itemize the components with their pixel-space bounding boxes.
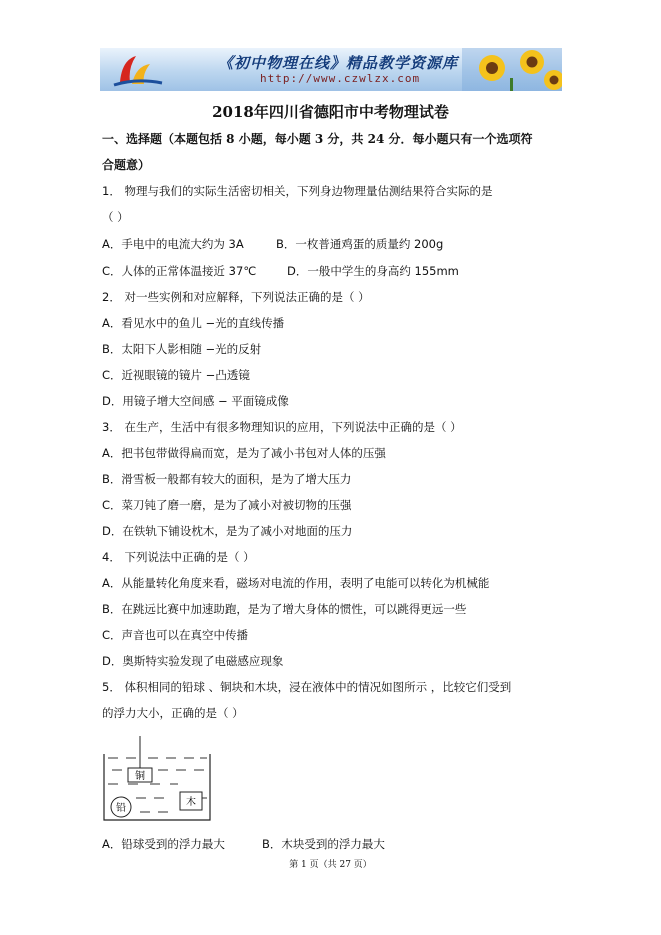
- lead-label: 铅: [116, 803, 126, 814]
- section-heading-line1: 一、选择题（本题包括 8 小题，每小题 3 分，共 24 分．每小题只有一个选项符: [102, 132, 533, 146]
- q3-option-d: D．在铁轨下铺设枕木，是为了减小对地面的压力: [102, 524, 353, 538]
- q5-stem-line2: 的浮力大小，正确的是（ ）: [102, 706, 244, 720]
- q4-option-d: D．奥斯特实验发现了电磁感应现象: [102, 654, 284, 668]
- header-banner: [100, 48, 562, 91]
- q2-option-d: D．用镜子增大空间感 − 平面镜成像: [102, 394, 289, 408]
- page-title: 2018年四川省德阳市中考物理试卷: [212, 103, 449, 121]
- page-footer: 第 1 页（共 27 页）: [289, 860, 372, 870]
- q1-stem-line1: 1． 物理与我们的实际生活密切相关，下列身边物理量估测结果符合实际的是: [102, 184, 493, 198]
- q4-stem: 4． 下列说法中正确的是（ ）: [102, 550, 255, 564]
- q3-option-a: A．把书包带做得扁而宽，是为了减小书包对人体的压强: [102, 446, 386, 460]
- logo-icon: [106, 52, 166, 88]
- q5-stem-line1: 5． 体积相同的铅球 、铜块和木块，浸在液体中的情况如图所示 ，比较它们受到: [102, 680, 512, 694]
- q1-option-a: A．手电中的电流大约为 3A: [102, 237, 244, 251]
- q2-option-b: B．太阳下人影相随 −光的反射: [102, 342, 262, 356]
- q5-option-b: B．木块受到的浮力最大: [262, 837, 385, 851]
- q2-option-c: C．近视眼镜的镜片 −凸透镜: [102, 368, 250, 382]
- q1-option-d: D．一般中学生的身高约 155mm: [287, 264, 459, 278]
- q2-stem: 2． 对一些实例和对应解释，下列说法正确的是（ ）: [102, 290, 370, 304]
- q2-option-a: A．看见水中的鱼儿 −光的直线传播: [102, 316, 285, 330]
- banner-title: 《初中物理在线》精品教学资源库: [218, 54, 459, 72]
- q1-option-c: C．人体的正常体温接近 37℃: [102, 264, 257, 278]
- q4-option-c: C．声音也可以在真空中传播: [102, 628, 249, 642]
- q1-option-b: B．一枚普通鸡蛋的质量约 200g: [276, 237, 444, 251]
- q4-option-b: B．在跳远比赛中加速助跑，是为了增大身体的惯性，可以跳得更远一些: [102, 602, 467, 616]
- sunflower-icon: [462, 48, 562, 91]
- buoyancy-figure: [100, 736, 214, 822]
- q3-stem: 3． 在生产，生活中有很多物理知识的应用，下列说法中正确的是（ ）: [102, 420, 462, 434]
- q4-option-a: A．从能量转化角度来看，磁场对电流的作用，表明了电能可以转化为机械能: [102, 576, 490, 590]
- q1-stem-line2: （ ）: [102, 210, 129, 224]
- copper-label: 铜: [135, 771, 145, 782]
- banner-url: http://www.czwlzx.com: [260, 72, 421, 85]
- section-heading-line2: 合题意）: [102, 158, 151, 172]
- q3-option-b: B．滑雪板一般都有较大的面积，是为了增大压力: [102, 472, 352, 486]
- q5-option-a: A．铅球受到的浮力最大: [102, 837, 225, 851]
- q3-option-c: C．菜刀钝了磨一磨，是为了减小对被切物的压强: [102, 498, 352, 512]
- wood-label: 木: [186, 797, 196, 808]
